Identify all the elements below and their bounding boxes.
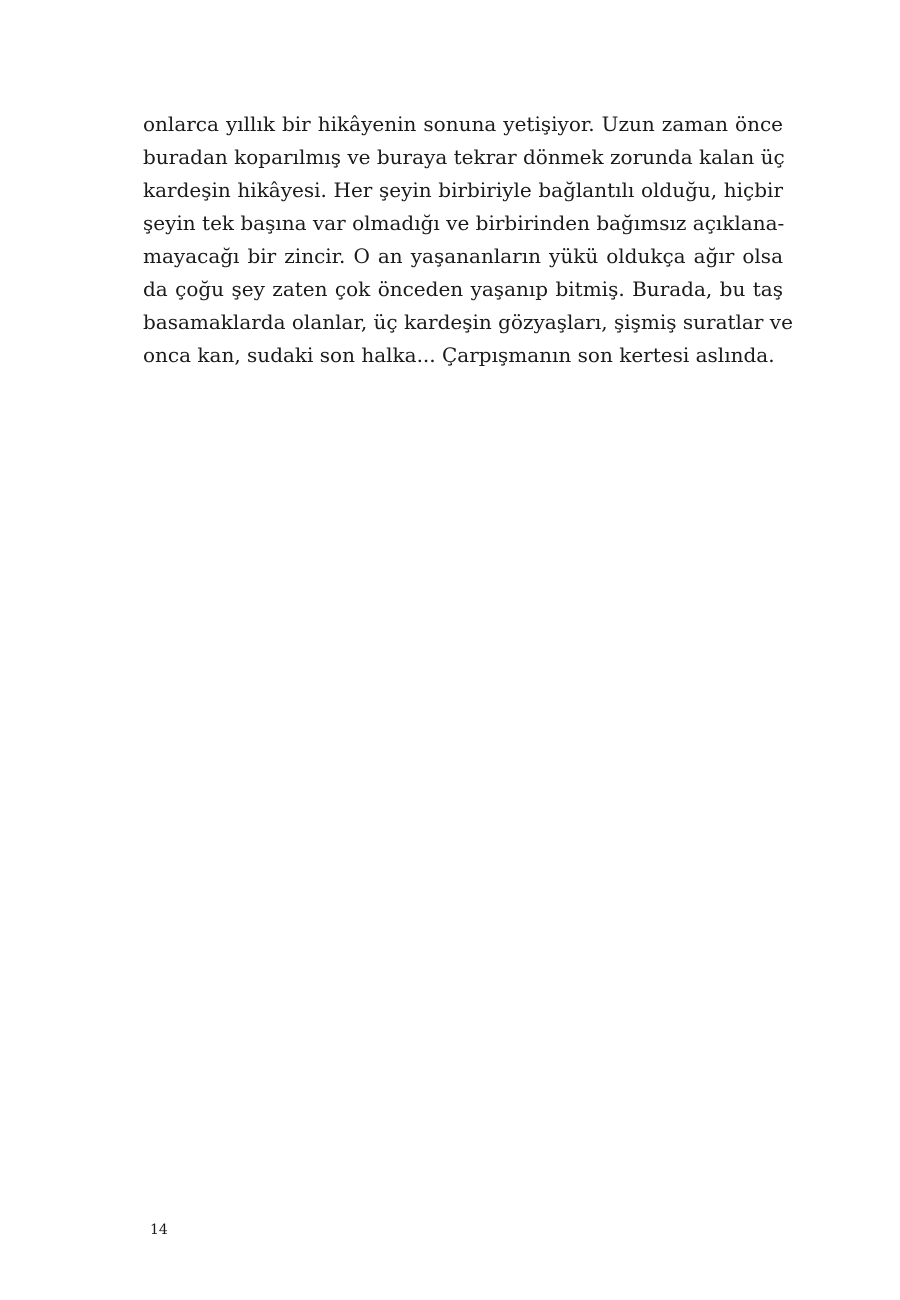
- text-line: onlarca yıllık bir hikâyenin sonuna yetişiyor. Uzun zaman önce: [143, 112, 783, 136]
- text-line: kardeşin hikâyesi. Her şeyin birbiriyle bağlantılı olduğu, hiçbir: [143, 178, 783, 202]
- text-line: mayacağı bir zincir. O an yaşananların yükü oldukça ağır olsa: [143, 244, 783, 268]
- page-number: 14: [150, 1222, 168, 1238]
- text-line: onca kan, sudaki son halka... Çarpışmanın son kertesi aslında.: [143, 343, 775, 367]
- text-line: da çoğu şey zaten çok önceden yaşanıp bitmiş. Burada, bu taş: [143, 277, 783, 301]
- text-line: şeyin tek başına var olmadığı ve birbirinden bağımsız açıklana-: [143, 211, 785, 235]
- text-line: basamaklarda olanlar, üç kardeşin gözyaşları, şişmiş suratlar ve: [143, 310, 793, 334]
- body-paragraph: [143, 108, 793, 372]
- text-line: buradan koparılmış ve buraya tekrar dönmek zorunda kalan üç: [143, 145, 785, 169]
